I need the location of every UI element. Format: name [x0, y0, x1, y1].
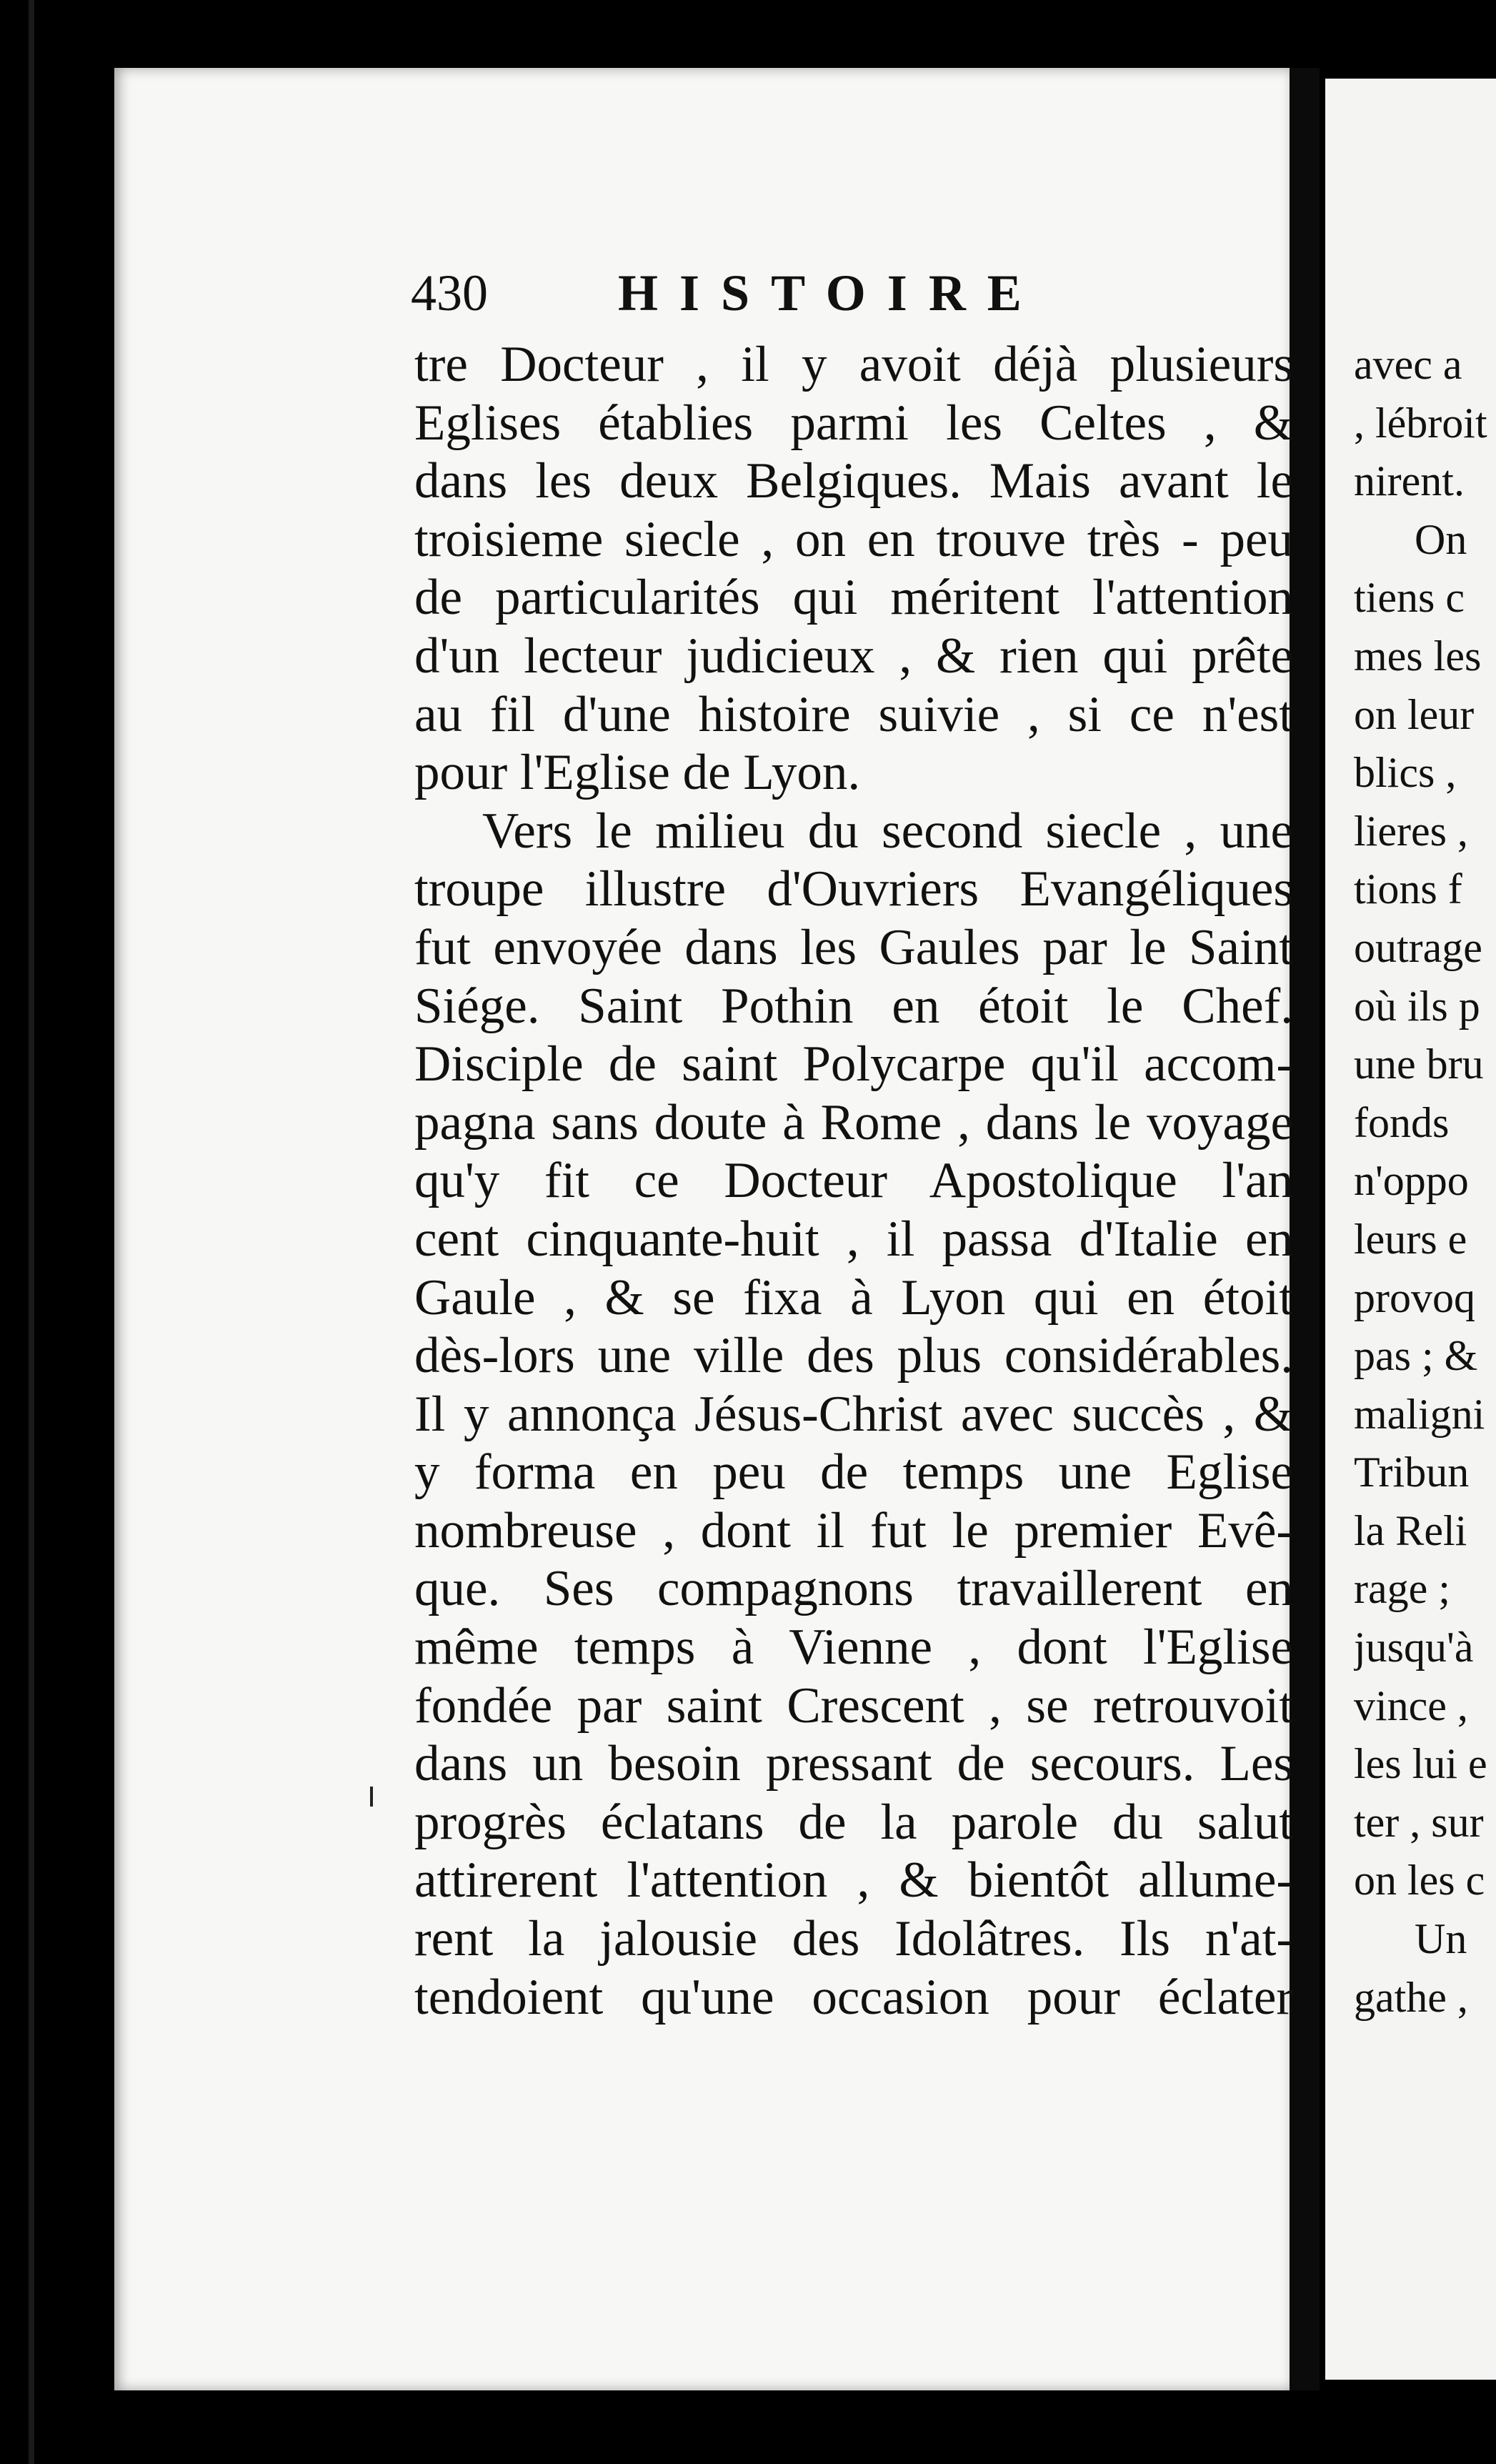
text-line: Siége. Saint Pothin en étoit le Chef. [414, 978, 1293, 1034]
text-line: fut envoyée dans les Gaules par le Saint [414, 919, 1293, 975]
text-line: pour l'Eglise de Lyon. [414, 745, 861, 801]
text-line: de particularités qui méritent l'attention [414, 570, 1293, 626]
text-line: leurs e [1354, 1215, 1467, 1263]
text-line: les lui e [1354, 1740, 1487, 1788]
book-spine [1290, 68, 1320, 2390]
text-line: troisieme siecle , on en trouve très - peu [414, 511, 1293, 567]
left-gutter [0, 0, 114, 2464]
text-line: Disciple de saint Polycarpe qu'il accom- [414, 1036, 1293, 1093]
text-line: nirent. [1354, 457, 1465, 505]
text-line: pas ; & [1354, 1332, 1478, 1380]
text-line: Il y annonça Jésus-Christ avec succès , & [414, 1386, 1293, 1442]
text-line: tiens c [1354, 574, 1465, 622]
text-line: outrage [1354, 923, 1482, 971]
text-line: n'oppo [1354, 1157, 1469, 1205]
text-line: dès-lors une ville des plus considérables. [414, 1328, 1293, 1384]
text-line: la Reli [1354, 1506, 1467, 1554]
text-line: provoq [1354, 1273, 1475, 1321]
text-line: y forma en peu de temps une Eglise [414, 1444, 1293, 1501]
text-line: dans les deux Belgiques. Mais avant le [414, 453, 1293, 510]
text-line: rage ; [1354, 1565, 1450, 1613]
page-header [411, 254, 1304, 332]
text-line: ter , sur [1354, 1798, 1484, 1846]
text-line: on les c [1354, 1857, 1485, 1904]
text-line: mes les [1354, 632, 1482, 680]
text-line: on leur [1354, 690, 1475, 738]
text-line: maligni [1354, 1390, 1485, 1438]
right-page-text [1354, 336, 1496, 2027]
text-line: une bru [1354, 1040, 1484, 1088]
text-line: fondée par saint Crescent , se retrouvoit [414, 1677, 1293, 1734]
text-line: progrès éclatans de la parole du salut [414, 1794, 1293, 1850]
text-line: que. Ses compagnons travaillerent en [414, 1561, 1293, 1617]
text-line: , lébroit [1354, 399, 1487, 447]
text-line: dans un besoin pressant de secours. Les [414, 1736, 1293, 1792]
text-line: au fil d'une histoire suivie , si ce n'est [414, 686, 1293, 742]
text-line: avec a [1354, 341, 1462, 388]
text-line: cent cinquante-huit , il passa d'Italie en [414, 1211, 1293, 1267]
text-line: Un [1415, 1915, 1467, 1963]
text-line: tre Docteur , il y avoit déjà plusieurs [414, 337, 1293, 392]
text-line: pagna sans doute à Rome , dans le voyage [414, 1094, 1293, 1151]
text-line: rent la jalousie des Idolâtres. Ils n'at- [414, 1911, 1293, 1967]
text-line: troupe illustre d'Ouvriers Evangéliques [414, 861, 1293, 918]
text-line: fonds [1354, 1098, 1450, 1146]
ink-speck [370, 1787, 373, 1807]
text-line: tendoient qu'une occasion pour éclater [414, 1969, 1293, 2025]
page-number: 430 [411, 264, 488, 322]
text-line: attirerent l'attention , & bientôt allume- [414, 1852, 1293, 1909]
text-line: tions f [1354, 865, 1462, 913]
left-page-text [414, 336, 1293, 2027]
text-line: gathe , [1354, 1973, 1468, 2021]
text-line: lieres , [1354, 807, 1468, 855]
text-line: jusqu'à [1354, 1624, 1474, 1671]
text-line: vince , [1354, 1681, 1468, 1729]
text-line: blics , [1354, 749, 1457, 797]
text-line: qu'y fit ce Docteur Apostolique l'an [414, 1153, 1293, 1209]
text-line: où ils p [1354, 982, 1480, 1030]
text-line: Vers le milieu du second siecle , une [482, 803, 1293, 859]
text-line: nombreuse , dont il fut le premier Evê- [414, 1502, 1293, 1559]
text-line: d'un lecteur judicieux , & rien qui prête [414, 627, 1293, 684]
text-line: On [1415, 515, 1467, 563]
running-title: HISTOIRE [618, 264, 1043, 322]
book-edge [29, 0, 34, 2464]
text-line: Tribun [1354, 1449, 1470, 1496]
text-line: même temps à Vienne , dont l'Eglise [414, 1619, 1293, 1676]
text-line: Gaule , & se fixa à Lyon qui en étoit [414, 1269, 1293, 1326]
text-line: Eglises établies parmi les Celtes , & [414, 394, 1293, 451]
